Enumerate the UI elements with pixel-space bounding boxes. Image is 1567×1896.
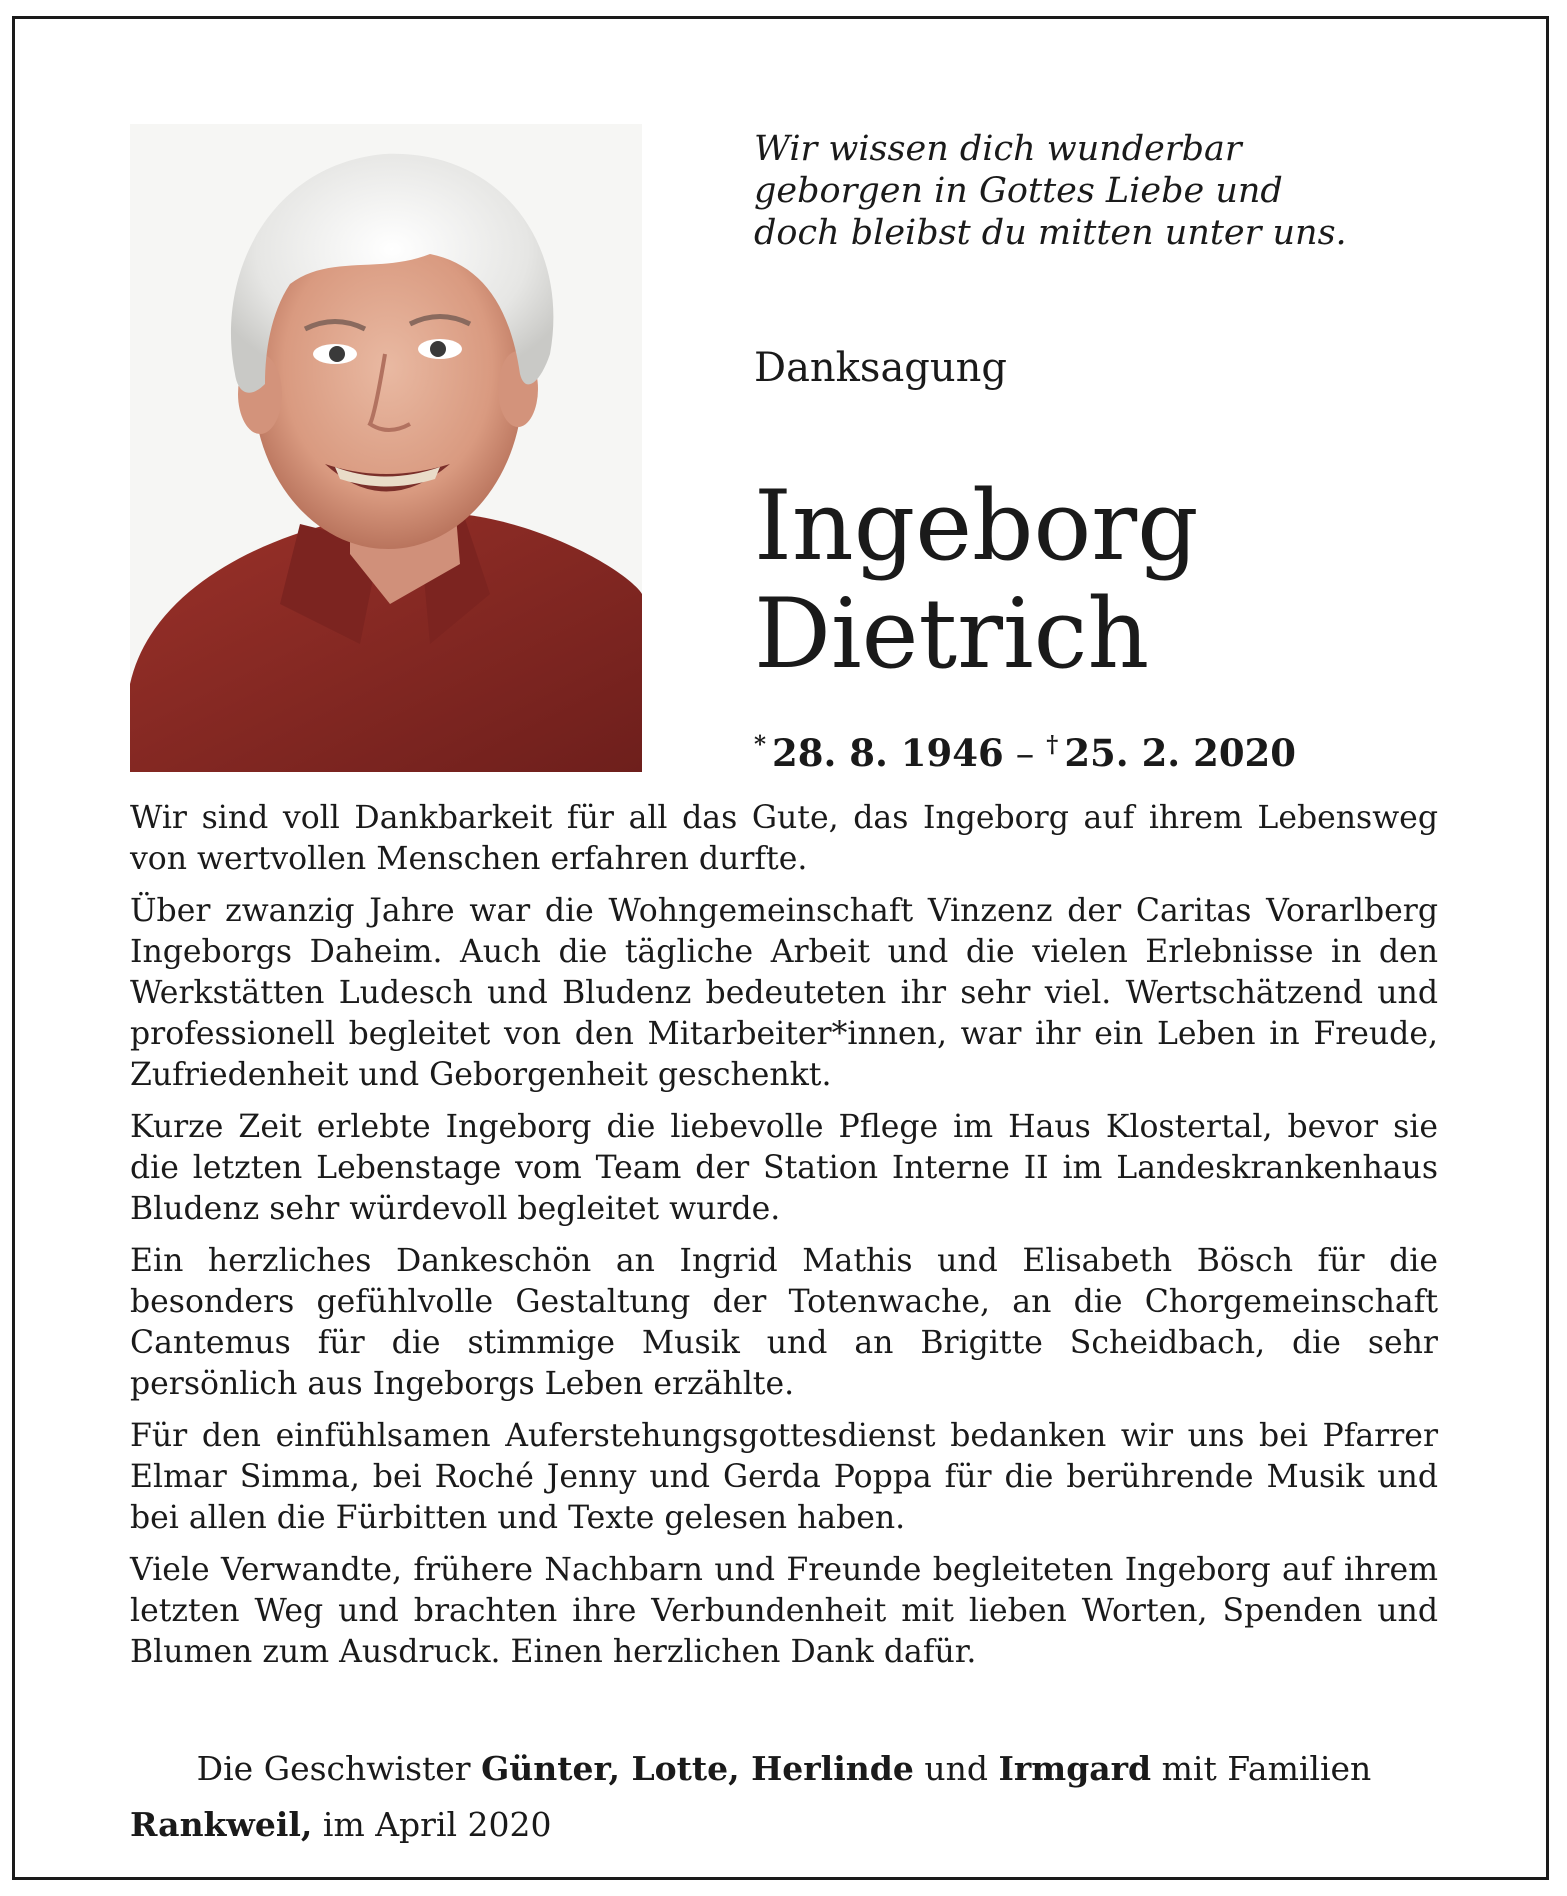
portrait-photo — [130, 124, 642, 772]
paragraph: Kurze Zeit erlebte Ingeborg die liebevolle Pflege im Haus Klostertal, bevor sie die letzten Lebenstage vom Team der Station Interne II im Landeskrankenhaus Bludenz sehr würdevoll begleitet wurde. — [130, 1109, 1438, 1227]
paragraph: Für den einfühlsamen Auferstehungsgottesdienst bedanken wir uns bei Pfarrer Elmar Simma, bei Roché Jenny und Gerda Poppa für die berührende Musik und bei allen die Fürbitten und Texte gelesen haben. — [130, 1418, 1438, 1536]
quote-line: Wir wissen dich wunderbar — [754, 129, 1242, 169]
signoff-names: Günter, Lotte, Herlinde — [481, 1749, 914, 1788]
paragraph: Über zwanzig Jahre war die Wohngemeinschaft Vinzenz der Caritas Vorarlberg Ingeborgs Daheim. Auch die tägliche Arbeit und die vielen Erlebnisse in den Werkstätten Ludesch und Bludenz bedeuteten ihr sehr viel. Wertschätzend und professionell begleitet von den Mitarbeiter*innen, war ihr ein Leben in Freude, Zufriedenheit und Geborgenheit geschenkt. — [130, 893, 1438, 1093]
signoff — [130, 1748, 1438, 1790]
place-date — [130, 1804, 552, 1846]
quote — [754, 128, 1454, 254]
signoff-suffix: mit Familien — [1161, 1749, 1372, 1788]
death-date: 25. 2. 2020 — [1064, 731, 1297, 775]
date: im April 2020 — [322, 1805, 552, 1844]
signoff-last-name: Irmgard — [998, 1749, 1152, 1788]
deceased-name — [754, 472, 1199, 688]
thank-you-text — [130, 798, 1438, 1684]
place: Rankweil, — [130, 1805, 313, 1844]
death-symbol: † — [1046, 731, 1059, 758]
paragraph: Viele Verwandte, frühere Nachbarn und Freunde begleiteten Ingeborg auf ihrem letzten Weg und brachten ihre Verbundenheit mit lieben Worten, Spenden und Blumen zum Ausdruck. Einen herzlichen Dank dafür. — [130, 1552, 1438, 1670]
birth-symbol: * — [754, 731, 767, 758]
birth-date: 28. 8. 1946 — [772, 731, 1004, 775]
paragraph: Ein herzliches Dankeschön an Ingrid Mathis und Elisabeth Bösch für die besonders gefühlvolle Gestaltung der Totenwache, an die Chorgemeinschaft Cantemus für die stimmige Musik und an Brigitte Scheidbach, die sehr persönlich aus Ingeborgs Leben erzählte. — [130, 1243, 1438, 1402]
last-name: Dietrich — [754, 578, 1150, 690]
first-name: Ingeborg — [754, 470, 1199, 582]
life-dates — [754, 722, 1296, 777]
signoff-conjunction: und — [924, 1749, 988, 1788]
signoff-prefix: Die Geschwister — [196, 1749, 471, 1788]
quote-line: doch bleibst du mitten unter uns. — [754, 213, 1347, 253]
paragraph: Wir sind voll Dankbarkeit für all das Gute, das Ingeborg auf ihrem Lebensweg von wertvollen Menschen erfahren durfte. — [130, 800, 1438, 877]
quote-line: geborgen in Gottes Liebe und — [754, 171, 1283, 211]
heading-danksagung: Danksagung — [754, 345, 1008, 391]
date-separator: – — [1015, 732, 1035, 775]
